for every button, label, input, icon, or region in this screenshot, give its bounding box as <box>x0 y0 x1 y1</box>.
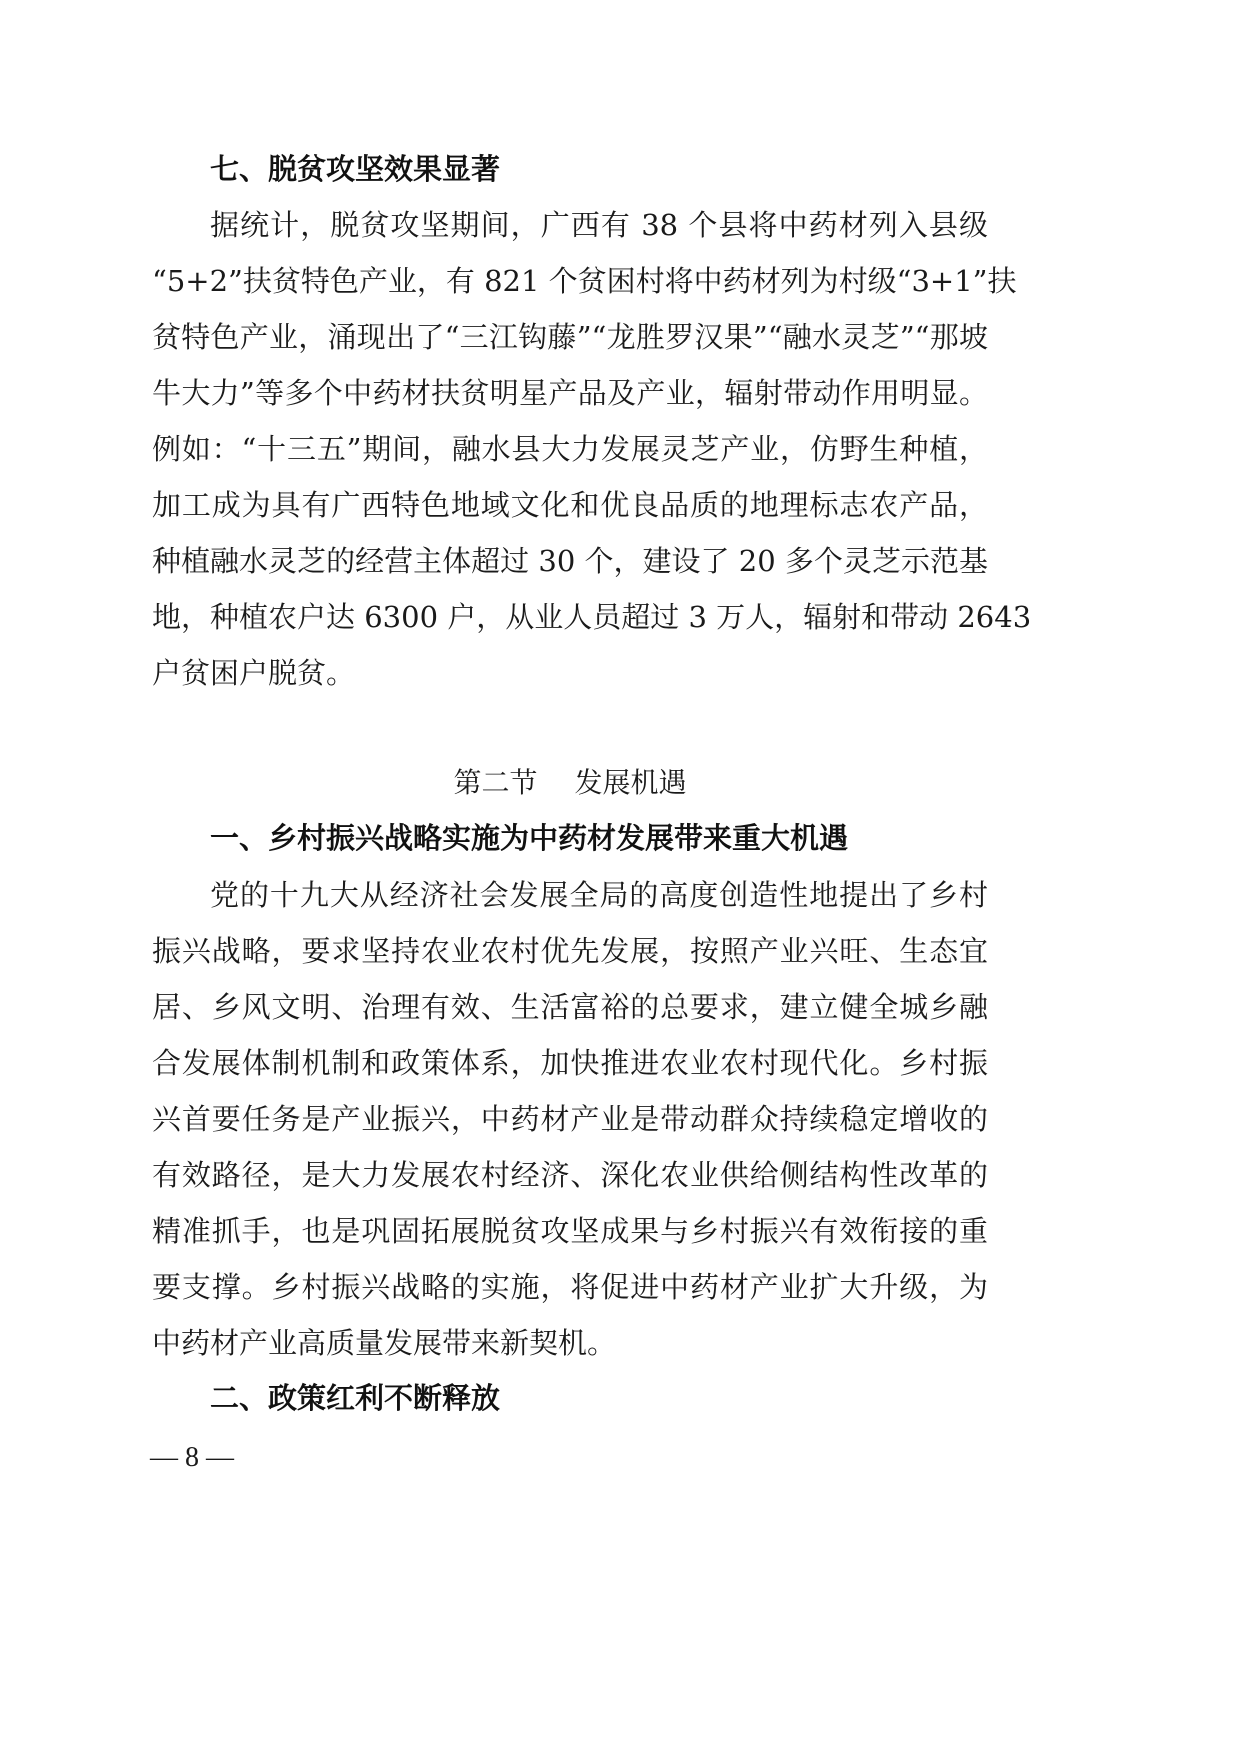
paragraph-line: 振兴战略，要求坚持农业农村优先发展，按照产业兴旺、生态宜 <box>152 934 988 968</box>
paragraph-line: 加工成为具有广西特色地域文化和优良品质的地理标志农产品， <box>152 488 988 522</box>
paragraph-line: 合发展体制机制和政策体系，加快推进农业农村现代化。乡村振 <box>152 1046 988 1080</box>
section-title: 第二节 发展机遇 <box>453 766 687 799</box>
paragraph-line: 据统计，脱贫攻坚期间，广西有 38 个县将中药材列入县级 <box>210 208 988 242</box>
paragraph-line: 中药材产业高质量发展带来新契机。 <box>152 1326 617 1360</box>
paragraph-line: 种植融水灵芝的经营主体超过 30 个，建设了 20 多个灵芝示范基 <box>152 544 988 578</box>
paragraph-line: 要支撑。乡村振兴战略的实施，将促进中药材产业扩大升级，为 <box>152 1270 988 1304</box>
page-number: — 8 — <box>150 1442 234 1473</box>
paragraph-line: 牛大力”等多个中药材扶贫明星产品及产业，辐射带动作用明显。 <box>152 376 988 410</box>
paragraph-line: 地，种植农户达 6300 户，从业人员超过 3 万人，辐射和带动 2643 <box>152 600 1032 634</box>
subsection-heading-1: 一、乡村振兴战略实施为中药材发展带来重大机遇 <box>210 821 849 855</box>
paragraph-line: “5+2”扶贫特色产业，有 821 个贫困村将中药材列为村级“3+1”扶 <box>152 264 1017 298</box>
paragraph-line: 居、乡风文明、治理有效、生活富裕的总要求，建立健全城乡融 <box>152 990 988 1024</box>
paragraph-line: 有效路径，是大力发展农村经济、深化农业供给侧结构性改革的 <box>152 1158 988 1192</box>
section-heading-7: 七、脱贫攻坚效果显著 <box>210 152 501 186</box>
paragraph-line: 兴首要任务是产业振兴，中药材产业是带动群众持续稳定增收的 <box>152 1102 988 1136</box>
subsection-heading-2: 二、政策红利不断释放 <box>210 1381 501 1415</box>
paragraph-line: 例如：“十三五”期间，融水县大力发展灵芝产业，仿野生种植， <box>152 432 988 466</box>
paragraph-line: 户贫困户脱贫。 <box>152 656 356 690</box>
paragraph-line: 党的十九大从经济社会发展全局的高度创造性地提出了乡村 <box>210 878 988 912</box>
paragraph-line: 精准抓手，也是巩固拓展脱贫攻坚成果与乡村振兴有效衔接的重 <box>152 1214 988 1248</box>
paragraph-line: 贫特色产业，涌现出了“三江钩藤”“龙胜罗汉果”“融水灵芝”“那坡 <box>152 320 988 354</box>
